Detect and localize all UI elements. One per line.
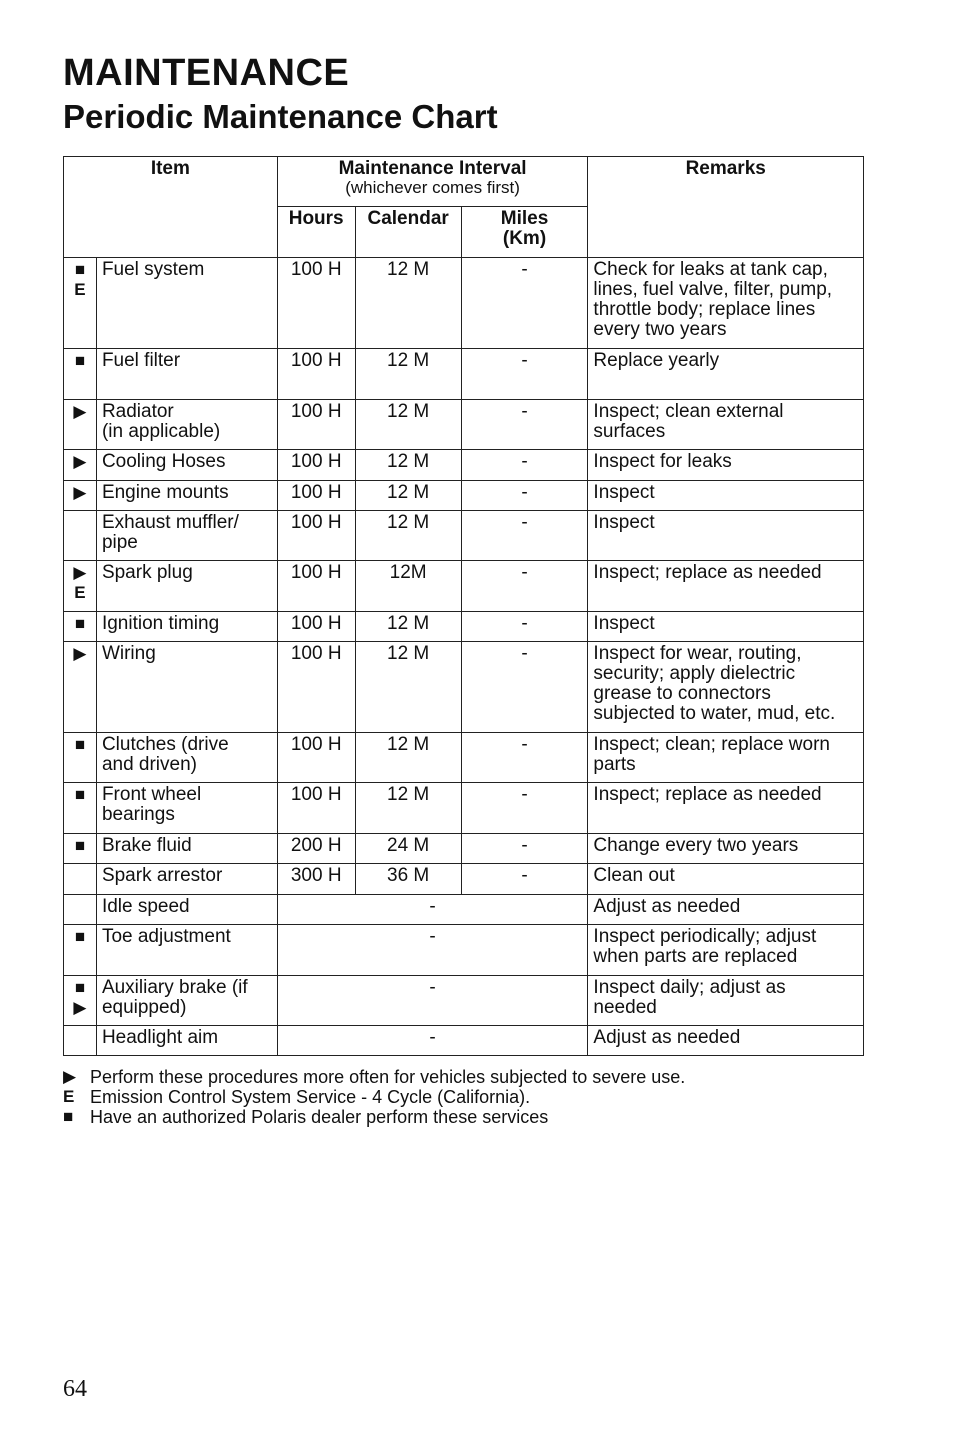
chart-body (64, 258, 864, 1056)
remarks-line: Inspect for leaks (593, 451, 732, 472)
header-calendar: Calendar (355, 207, 461, 258)
service-symbol: ■ (74, 785, 86, 804)
remarks-cell (588, 400, 864, 450)
calendar-cell: 12 M (355, 481, 461, 511)
item-name: Spark arrestor (101, 865, 223, 886)
item-name: Headlight aim (101, 1027, 219, 1048)
item-cell (96, 450, 277, 481)
remarks-line: lines, fuel valve, filter, pump, (593, 279, 833, 300)
miles-cell: - (461, 258, 588, 349)
calendar-cell: 12 M (355, 511, 461, 561)
table-row (64, 925, 864, 976)
service-symbol-cell (64, 925, 97, 976)
service-symbol: E (74, 280, 86, 299)
item-name: Idle speed (101, 896, 190, 917)
item-name: Toe adjustment (101, 926, 231, 947)
remarks-line: Inspect; clean external (593, 401, 784, 422)
table-row (64, 450, 864, 481)
item-name: Spark plug (101, 562, 193, 583)
item-name: Engine mounts (101, 482, 229, 503)
table-row (64, 400, 864, 450)
hours-cell: 100 H (277, 612, 355, 642)
table-row (64, 612, 864, 642)
miles-cell: - (461, 864, 588, 895)
table-row (64, 511, 864, 561)
service-symbol: ■ (74, 735, 86, 754)
service-symbol: E (74, 583, 86, 602)
calendar-cell: 12 M (355, 400, 461, 450)
service-symbol-cell (64, 895, 97, 925)
miles-cell: - (461, 511, 588, 561)
item-cell (96, 642, 277, 733)
service-symbol-cell (64, 349, 97, 400)
hours-cell: 100 H (277, 349, 355, 400)
service-symbol-cell (64, 450, 97, 481)
remarks-cell (588, 258, 864, 349)
calendar-cell: 12 M (355, 642, 461, 733)
remarks-cell (588, 925, 864, 976)
header-miles-unit: (Km) (502, 228, 547, 249)
service-symbol-cell (64, 976, 97, 1026)
item-name: Clutches (drive (101, 734, 229, 755)
legend-item (63, 1107, 685, 1127)
calendar-cell: 12 M (355, 612, 461, 642)
service-symbol-cell (64, 258, 97, 349)
interval-cell: - (277, 895, 588, 925)
item-name: Brake fluid (101, 835, 192, 856)
item-cell (96, 733, 277, 783)
remarks-line: Inspect daily; adjust as (593, 977, 786, 998)
remarks-cell (588, 450, 864, 481)
calendar-cell: 12M (355, 561, 461, 612)
hours-cell: 200 H (277, 834, 355, 864)
calendar-cell: 12 M (355, 783, 461, 834)
remarks-line: every two years (593, 319, 727, 340)
interval-cell: - (277, 1026, 588, 1056)
item-name: Exhaust muffler/ (101, 512, 239, 533)
remarks-cell (588, 976, 864, 1026)
legend-symbol: E (63, 1087, 75, 1106)
item-cell (96, 925, 277, 976)
service-symbol: ▶ (73, 402, 87, 421)
service-symbol: ■ (74, 927, 86, 946)
hours-cell: 300 H (277, 864, 355, 895)
header-interval (277, 157, 588, 207)
miles-cell: - (461, 481, 588, 511)
hours-cell: 100 H (277, 561, 355, 612)
remarks-cell (588, 642, 864, 733)
remarks-cell (588, 783, 864, 834)
item-cell (96, 400, 277, 450)
service-symbol: ■ (74, 614, 86, 633)
remarks-line: Inspect; replace as needed (593, 562, 822, 583)
service-symbol: ▶ (73, 483, 87, 502)
miles-cell: - (461, 612, 588, 642)
service-symbol-cell (64, 612, 97, 642)
header-remarks: Remarks (588, 157, 864, 258)
remarks-cell (588, 864, 864, 895)
legend-text: Perform these procedures more often for vehicles subjected to severe use. (90, 1067, 686, 1087)
calendar-cell: 12 M (355, 450, 461, 481)
remarks-line: needed (593, 997, 657, 1018)
table-row (64, 642, 864, 733)
table-row (64, 349, 864, 400)
legend-text: Emission Control System Service - 4 Cycle (California). (90, 1087, 531, 1107)
service-symbol: ■ (74, 260, 86, 279)
page-subtitle: Periodic Maintenance Chart (63, 98, 498, 135)
service-symbol: ■ (74, 836, 86, 855)
remarks-line: Replace yearly (593, 350, 720, 371)
item-name: Front wheel (101, 784, 202, 805)
service-symbol: ■ (74, 978, 86, 997)
header-hours: Hours (277, 207, 355, 258)
table-row (64, 783, 864, 834)
service-symbol-cell (64, 1026, 97, 1056)
item-name: Wiring (101, 643, 156, 664)
table-row (64, 864, 864, 895)
item-name: bearings (101, 804, 175, 825)
hours-cell: 100 H (277, 733, 355, 783)
remarks-cell (588, 733, 864, 783)
remarks-line: Inspect (593, 482, 655, 503)
legend-item (63, 1087, 685, 1107)
remarks-cell (588, 834, 864, 864)
service-symbol-cell (64, 511, 97, 561)
remarks-line: subjected to water, mud, etc. (593, 703, 836, 724)
hours-cell: 100 H (277, 400, 355, 450)
header-item: Item (64, 157, 278, 258)
service-symbol: ▶ (73, 563, 87, 582)
table-row (64, 733, 864, 783)
item-cell (96, 1026, 277, 1056)
table-row (64, 1026, 864, 1056)
item-name: Fuel filter (101, 350, 181, 371)
remarks-cell (588, 612, 864, 642)
legend-text: Have an authorized Polaris dealer perform these services (90, 1107, 549, 1127)
remarks-line: Adjust as needed (593, 1027, 741, 1048)
remarks-line: Inspect (593, 512, 655, 533)
miles-cell: - (461, 642, 588, 733)
table-row (64, 834, 864, 864)
service-symbol-cell (64, 561, 97, 612)
interval-cell: - (277, 976, 588, 1026)
miles-cell: - (461, 400, 588, 450)
service-symbol: ▶ (73, 452, 87, 471)
remarks-line: Inspect for wear, routing, (593, 643, 802, 664)
item-name: and driven) (101, 754, 197, 775)
item-name: Cooling Hoses (101, 451, 226, 472)
page-title: MAINTENANCE (63, 52, 350, 94)
item-name: (in applicable) (101, 421, 221, 442)
header-interval-label: Maintenance Interval (338, 158, 527, 179)
hours-cell: 100 H (277, 511, 355, 561)
remarks-line: surfaces (593, 421, 666, 442)
item-cell (96, 864, 277, 895)
item-cell (96, 349, 277, 400)
item-cell (96, 612, 277, 642)
miles-cell: - (461, 783, 588, 834)
service-symbol: ▶ (73, 644, 87, 663)
calendar-cell: 12 M (355, 733, 461, 783)
remarks-cell (588, 511, 864, 561)
remarks-line: parts (593, 754, 636, 775)
service-symbol: ■ (74, 351, 86, 370)
item-cell (96, 561, 277, 612)
remarks-line: security; apply dielectric (593, 663, 796, 684)
remarks-line: Inspect; replace as needed (593, 784, 822, 805)
item-cell (96, 481, 277, 511)
remarks-cell (588, 895, 864, 925)
remarks-line: throttle body; replace lines (593, 299, 816, 320)
service-symbol-cell (64, 733, 97, 783)
item-cell (96, 511, 277, 561)
miles-cell: - (461, 561, 588, 612)
calendar-cell: 36 M (355, 864, 461, 895)
service-symbol-cell (64, 642, 97, 733)
header-miles (461, 207, 588, 258)
remarks-line: Clean out (593, 865, 675, 886)
item-name: Auxiliary brake (if (101, 977, 248, 998)
item-name: Ignition timing (101, 613, 220, 634)
remarks-line: Check for leaks at tank cap, (593, 259, 828, 280)
remarks-line: Inspect (593, 613, 655, 634)
legend-item (63, 1067, 685, 1087)
legend-symbol: ▶ (63, 1067, 77, 1086)
calendar-cell: 12 M (355, 258, 461, 349)
service-symbol: ▶ (73, 998, 87, 1017)
item-name: Radiator (101, 401, 174, 422)
service-symbol-cell (64, 400, 97, 450)
item-cell (96, 258, 277, 349)
remarks-cell (588, 1026, 864, 1056)
calendar-cell: 24 M (355, 834, 461, 864)
service-symbol-cell (64, 783, 97, 834)
table-row (64, 481, 864, 511)
hours-cell: 100 H (277, 783, 355, 834)
item-cell (96, 976, 277, 1026)
legend (63, 1067, 685, 1127)
service-symbol-cell (64, 834, 97, 864)
miles-cell: - (461, 349, 588, 400)
remarks-line: grease to connectors (593, 683, 771, 704)
table-row (64, 895, 864, 925)
remarks-line: Inspect periodically; adjust (593, 926, 817, 947)
table-row (64, 258, 864, 349)
item-cell (96, 834, 277, 864)
page-number: 64 (63, 1376, 87, 1402)
interval-cell: - (277, 925, 588, 976)
remarks-cell (588, 349, 864, 400)
service-symbol-cell (64, 481, 97, 511)
remarks-line: Adjust as needed (593, 896, 741, 917)
calendar-cell: 12 M (355, 349, 461, 400)
table-row (64, 976, 864, 1026)
item-name: equipped) (101, 997, 187, 1018)
miles-cell: - (461, 834, 588, 864)
hours-cell: 100 H (277, 258, 355, 349)
item-cell (96, 783, 277, 834)
remarks-line: Change every two years (593, 835, 799, 856)
legend-symbol: ■ (63, 1107, 74, 1126)
remarks-line: when parts are replaced (593, 946, 798, 967)
hours-cell: 100 H (277, 481, 355, 511)
miles-cell: - (461, 733, 588, 783)
remarks-cell (588, 481, 864, 511)
hours-cell: 100 H (277, 642, 355, 733)
header-interval-note: (whichever comes first) (345, 178, 520, 197)
item-name: Fuel system (101, 259, 205, 280)
miles-cell: - (461, 450, 588, 481)
hours-cell: 100 H (277, 450, 355, 481)
maintenance-chart-table (63, 156, 864, 1056)
item-cell (96, 895, 277, 925)
header-miles-label: Miles (500, 208, 549, 229)
table-row (64, 561, 864, 612)
service-symbol-cell (64, 864, 97, 895)
remarks-line: Inspect; clean; replace worn (593, 734, 830, 755)
remarks-cell (588, 561, 864, 612)
item-name: pipe (101, 532, 138, 553)
